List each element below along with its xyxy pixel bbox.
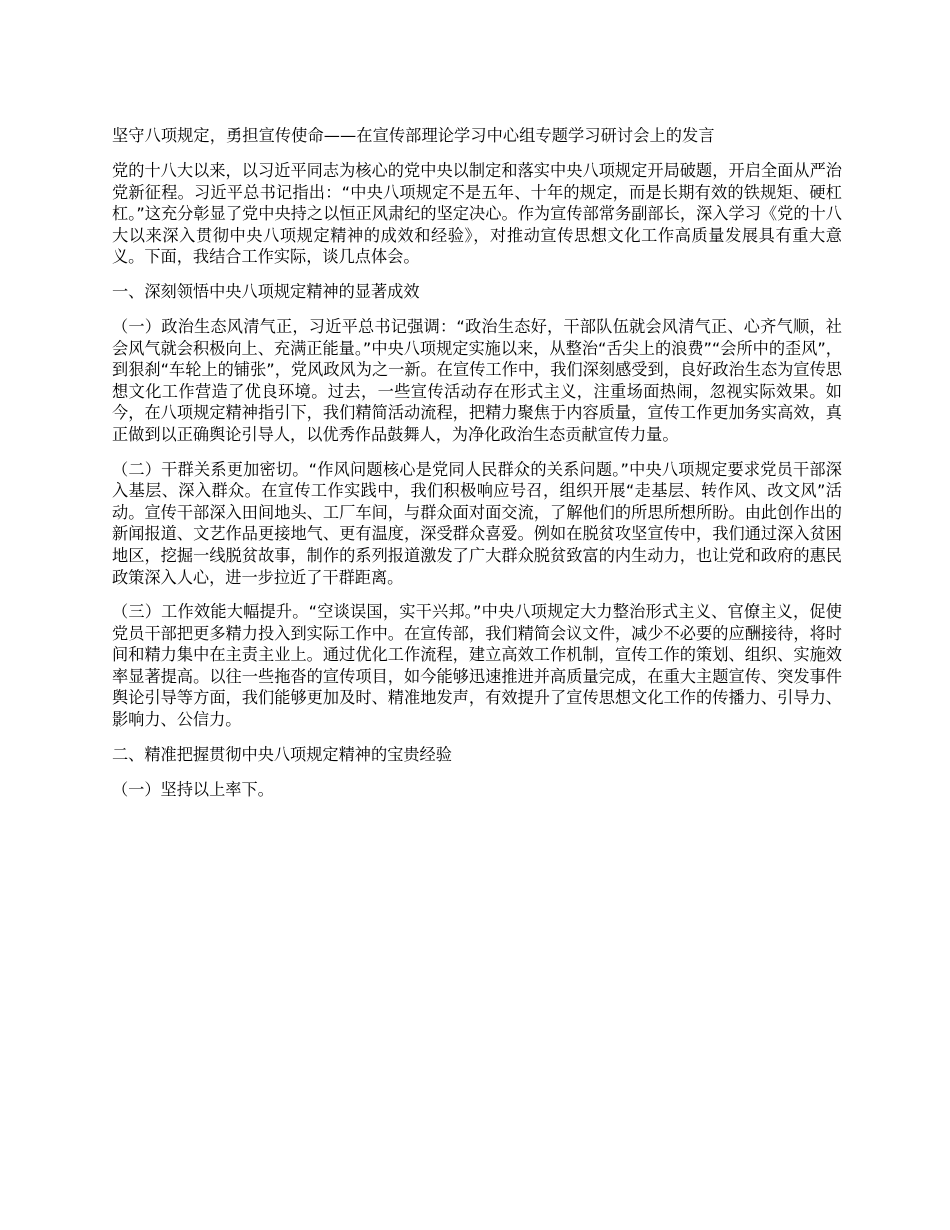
section-1-paragraph-3: （三）工作效能大幅提升。“空谈误国，实干兴邦。”中央八项规定大力整治形式主义、官僚主义，促使党员干部把更多精力投入到实际工作中。在宣传部，我们精简会议文件，减少不必要的应酬接待，将时间和精力集中在主责主业上。通过优化工作流程，建立高效工作机制，宣传工作的策划、组织、实施效率显著提高。以往一些拖沓的宣传项目，如今能够迅速推进并高质量完成，在重大主题宣传、突发事件舆论引导等方面，我们能够更加及时、精准地发声，有效提升了宣传思想文化工作的传播力、引导力、影响力、公信力。 xyxy=(112,602,842,730)
section-1-paragraph-1: （一）政治生态风清气正，习近平总书记强调：“政治生态好，干部队伍就会风清气正、心齐气顺，社会风气就会积极向上、充满正能量。”中央八项规定实施以来，从整治“舌尖上的浪费”“会所中的歪风”，到狠刹“车轮上的铺张”，党风政风为之一新。在宣传工作中，我们深刻感受到，良好政治生态为宣传思想文化工作营造了优良环境。过去，一些宣传活动存在形式主义，注重场面热闹，忽视实际效果。如今，在八项规定精神指引下，我们精简活动流程，把精力聚焦于内容质量，宣传工作更加务实高效，真正做到以正确舆论引导人，以优秀作品鼓舞人，为净化政治生态贡献宣传力量。 xyxy=(112,316,842,444)
document-page xyxy=(112,124,842,813)
section-1-paragraph-2: （二）干群关系更加密切。“作风问题核心是党同人民群众的关系问题。”中央八项规定要求党员干部深入基层、深入群众。在宣传工作实践中，我们积极响应号召，组织开展“走基层、转作风、改文风”活动。宣传干部深入田间地头、工厂车间，与群众面对面交流，了解他们的所思所想所盼。由此创作出的新闻报道、文艺作品更接地气、更有温度，深受群众喜爱。例如在脱贫攻坚宣传中，我们通过深入贫困地区，挖掘一线脱贫故事，制作的系列报道激发了广大群众脱贫致富的内生动力，也让党和政府的惠民政策深入人心，进一步拉近了干群距离。 xyxy=(112,459,842,587)
section-1-heading: 一、深刻领悟中央八项规定精神的显著成效 xyxy=(112,281,420,301)
intro-paragraph: 党的十八大以来，以习近平同志为核心的党中央以制定和落实中央八项规定开局破题，开启全面从严治党新征程。习近平总书记指出：“中央八项规定不是五年、十年的规定，而是长期有效的铁规矩、硬杠杠。”这充分彰显了党中央持之以恒正风肃纪的坚定决心。作为宣传部常务副部长，深入学习《党的十八大以来深入贯彻中央八项规定精神的成效和经验》，对推动宣传思想文化工作高质量发展具有重大意义。下面，我结合工作实际，谈几点体会。 xyxy=(112,161,842,267)
section-2-paragraph-1: （一）坚持以上率下。 xyxy=(112,779,274,799)
document-title: 坚守八项规定，勇担宣传使命——在宣传部理论学习中心组专题学习研讨会上的发言 xyxy=(112,126,715,145)
section-2-heading: 二、精准把握贯彻中央八项规定精神的宝贵经验 xyxy=(112,744,452,764)
